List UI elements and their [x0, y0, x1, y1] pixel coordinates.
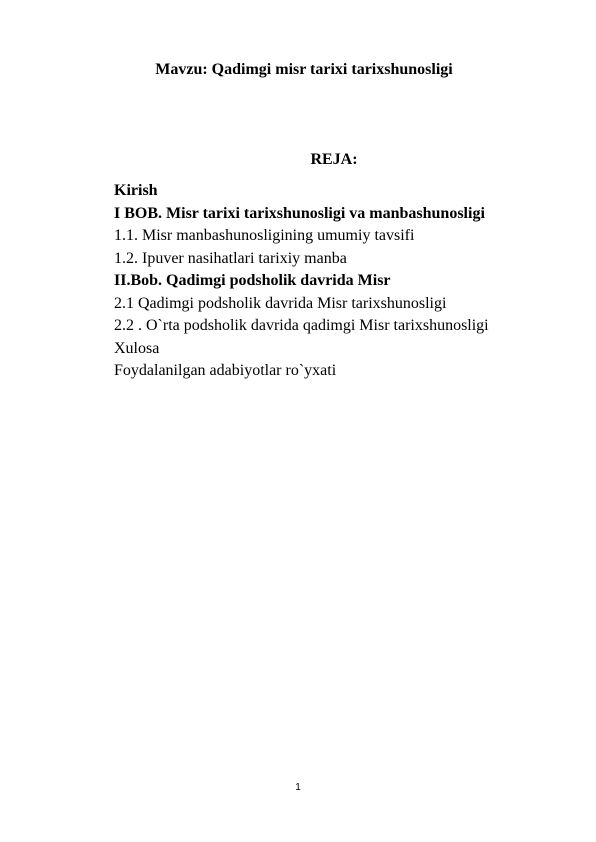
toc-item-section-2-2: 2.2 . O`rta podsholik davrida qadimgi Misr tarixshunosligi — [114, 317, 489, 334]
page-number: 1 — [295, 782, 301, 793]
toc-item-section-1-1: 1.1. Misr manbashunosligining umumiy tavsifi — [114, 227, 415, 244]
toc-item-introduction: Kirish — [114, 182, 158, 199]
toc-item-chapter-1: I BOB. Misr tarixi tarixshunosligi va manbashunosligi — [114, 204, 485, 222]
toc-item-section-2-1: 2.1 Qadimgi podsholik davrida Misr tarixshunosligi — [114, 294, 447, 312]
toc-item-section-1-2: 1.2. Ipuver nasihatlari tarixiy manba — [114, 249, 347, 267]
document-topic: Mavzu: Qadimgi misr tarixi tarixshunosligi — [155, 61, 453, 78]
plan-heading: REJA: — [310, 151, 358, 168]
table-of-contents — [114, 180, 574, 383]
toc-item-conclusion: Xulosa — [114, 339, 160, 357]
toc-item-chapter-2: II.Bob. Qadimgi podsholik davrida Misr — [114, 272, 391, 289]
toc-item-references: Foydalanilgan adabiyotlar ro`yxati — [114, 362, 337, 379]
